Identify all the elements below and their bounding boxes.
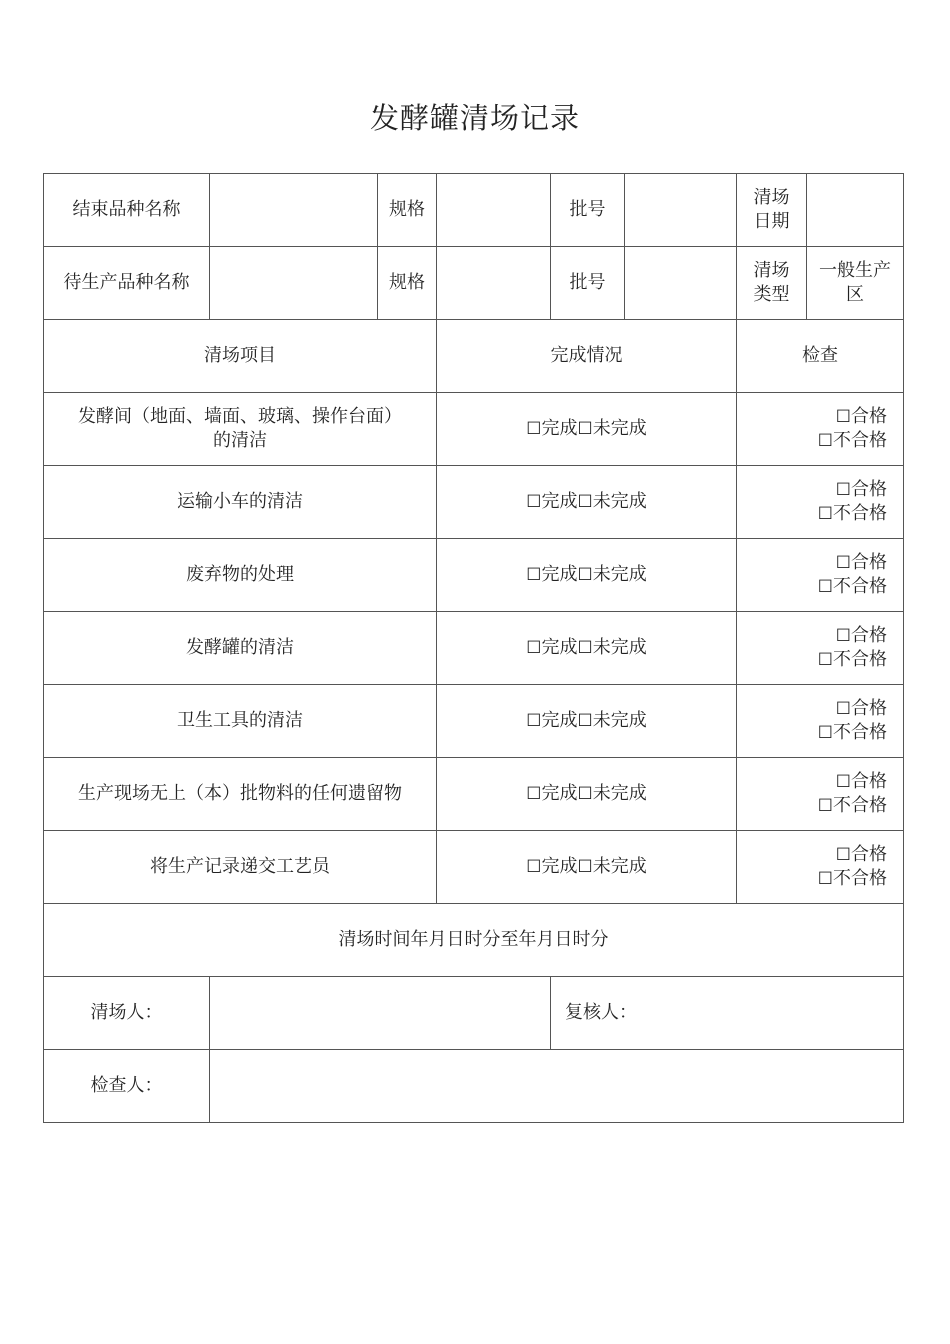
pass-checkbox[interactable]: ☐: [835, 407, 851, 427]
pass-label: 合格: [851, 625, 887, 646]
pass-checkbox[interactable]: ☐: [835, 699, 851, 719]
inspection-result: [737, 685, 904, 758]
inspector-label: 检查人：: [44, 1050, 210, 1123]
done-label: 完成: [541, 491, 578, 512]
done-checkbox[interactable]: ☐: [526, 638, 542, 658]
undone-label: 未完成: [592, 564, 647, 585]
clearance-item: [44, 393, 437, 466]
clearance-item-text: 运输小车的清洁: [177, 491, 303, 512]
reviewer-field[interactable]: [551, 977, 904, 1050]
clearance-item: [44, 612, 437, 685]
pass-label: 合格: [851, 771, 887, 792]
clearance-item-text-cont: 的清洁: [213, 430, 267, 451]
clearance-date-label: 清场 日期: [737, 174, 807, 247]
clearance-time-row: [44, 904, 904, 977]
fail-checkbox[interactable]: ☐: [817, 577, 833, 597]
pass-label: 合格: [851, 406, 887, 427]
pass-checkbox[interactable]: ☐: [835, 553, 851, 573]
pending-product-label: 待生产品种名称: [44, 247, 210, 320]
fail-checkbox[interactable]: ☐: [817, 504, 833, 524]
done-label: 完成: [541, 710, 578, 731]
undone-checkbox[interactable]: ☐: [577, 857, 593, 877]
clearance-item: [44, 539, 437, 612]
inspection-result: [737, 539, 904, 612]
undone-checkbox[interactable]: ☐: [577, 419, 593, 439]
batch-value[interactable]: [625, 174, 737, 247]
signature-row-2: [44, 1050, 904, 1123]
done-checkbox[interactable]: ☐: [526, 857, 542, 877]
column-header-check: 检查: [737, 320, 904, 393]
cleaner-signature-field[interactable]: [210, 977, 551, 1050]
table-row: [44, 539, 904, 612]
clearance-item: [44, 758, 437, 831]
done-checkbox[interactable]: ☐: [526, 784, 542, 804]
undone-checkbox[interactable]: ☐: [577, 784, 593, 804]
header-row-finished-product: [44, 174, 904, 247]
clearance-item: [44, 831, 437, 904]
clearance-item: [44, 685, 437, 758]
undone-label: 未完成: [592, 491, 647, 512]
fail-label: 不合格: [833, 576, 887, 597]
inspection-result: [737, 466, 904, 539]
clearance-type-value: 一般生产区: [807, 247, 904, 320]
signature-row-1: [44, 977, 904, 1050]
fail-label: 不合格: [833, 868, 887, 889]
table-row: [44, 685, 904, 758]
batch-value[interactable]: [625, 247, 737, 320]
fail-label: 不合格: [833, 795, 887, 816]
completion-status: [437, 612, 737, 685]
completion-status: [437, 758, 737, 831]
pass-label: 合格: [851, 698, 887, 719]
clearance-item-text: 废弃物的处理: [186, 564, 294, 585]
completion-status: [437, 539, 737, 612]
inspection-result: [737, 612, 904, 685]
fail-checkbox[interactable]: ☐: [817, 869, 833, 889]
finished-product-label: 结束品种名称: [44, 174, 210, 247]
undone-label: 未完成: [592, 418, 647, 439]
done-checkbox[interactable]: ☐: [526, 419, 542, 439]
done-checkbox[interactable]: ☐: [526, 565, 542, 585]
table-row: [44, 831, 904, 904]
table-row: [44, 466, 904, 539]
clearance-item-text: 发酵罐的清洁: [186, 637, 294, 658]
pass-checkbox[interactable]: ☐: [835, 772, 851, 792]
clearance-type-label: 清场 类型: [737, 247, 807, 320]
pending-product-value[interactable]: [210, 247, 378, 320]
pass-label: 合格: [851, 552, 887, 573]
spec-label: 规格: [378, 174, 437, 247]
spec-value[interactable]: [437, 247, 551, 320]
completion-status: [437, 831, 737, 904]
batch-label: 批号: [551, 174, 625, 247]
clearance-item-text: 卫生工具的清洁: [177, 710, 303, 731]
pass-label: 合格: [851, 844, 887, 865]
clearance-record-table: [43, 173, 904, 1123]
column-header-row: [44, 320, 904, 393]
clearance-item: [44, 466, 437, 539]
clearance-item-text: 将生产记录递交工艺员: [150, 856, 330, 877]
cleaner-label: 清场人：: [44, 977, 210, 1050]
pass-label: 合格: [851, 479, 887, 500]
undone-label: 未完成: [592, 783, 647, 804]
clearance-item-text: 发酵间（地面、墙面、玻璃、操作台面）: [78, 406, 402, 427]
done-label: 完成: [541, 856, 578, 877]
table-row: [44, 758, 904, 831]
clearance-time: 清场时间年月日时分至年月日时分: [44, 904, 904, 977]
done-label: 完成: [541, 418, 578, 439]
finished-product-value[interactable]: [210, 174, 378, 247]
spec-label: 规格: [378, 247, 437, 320]
header-row-pending-product: [44, 247, 904, 320]
undone-label: 未完成: [592, 856, 647, 877]
fail-label: 不合格: [833, 649, 887, 670]
page-title: 发酵罐清场记录: [369, 101, 580, 135]
completion-status: [437, 466, 737, 539]
undone-checkbox[interactable]: ☐: [577, 711, 593, 731]
clearance-item-text: 生产现场无上（本）批物料的任何遗留物: [78, 783, 402, 804]
column-header-item: 清场项目: [44, 320, 437, 393]
undone-checkbox[interactable]: ☐: [577, 638, 593, 658]
completion-status: [437, 685, 737, 758]
fail-checkbox[interactable]: ☐: [817, 796, 833, 816]
done-label: 完成: [541, 637, 578, 658]
fail-label: 不合格: [833, 430, 887, 451]
reviewer-label: 复核人：: [565, 1002, 637, 1023]
completion-status: [437, 393, 737, 466]
table-row: [44, 612, 904, 685]
undone-label: 未完成: [592, 637, 647, 658]
clearance-date-value[interactable]: [807, 174, 904, 247]
fail-checkbox[interactable]: ☐: [817, 431, 833, 451]
fail-checkbox[interactable]: ☐: [817, 723, 833, 743]
done-label: 完成: [541, 564, 578, 585]
column-header-status: 完成情况: [437, 320, 737, 393]
fail-label: 不合格: [833, 503, 887, 524]
inspection-result: [737, 831, 904, 904]
inspector-signature-field[interactable]: [210, 1050, 904, 1123]
done-checkbox[interactable]: ☐: [526, 492, 542, 512]
inspection-result: [737, 758, 904, 831]
done-label: 完成: [541, 783, 578, 804]
fail-checkbox[interactable]: ☐: [817, 650, 833, 670]
undone-checkbox[interactable]: ☐: [577, 565, 593, 585]
spec-value[interactable]: [437, 174, 551, 247]
done-checkbox[interactable]: ☐: [526, 711, 542, 731]
pass-checkbox[interactable]: ☐: [835, 480, 851, 500]
pass-checkbox[interactable]: ☐: [835, 845, 851, 865]
batch-label: 批号: [551, 247, 625, 320]
undone-checkbox[interactable]: ☐: [577, 492, 593, 512]
fail-label: 不合格: [833, 722, 887, 743]
undone-label: 未完成: [592, 710, 647, 731]
inspection-result: [737, 393, 904, 466]
table-row: [44, 393, 904, 466]
pass-checkbox[interactable]: ☐: [835, 626, 851, 646]
